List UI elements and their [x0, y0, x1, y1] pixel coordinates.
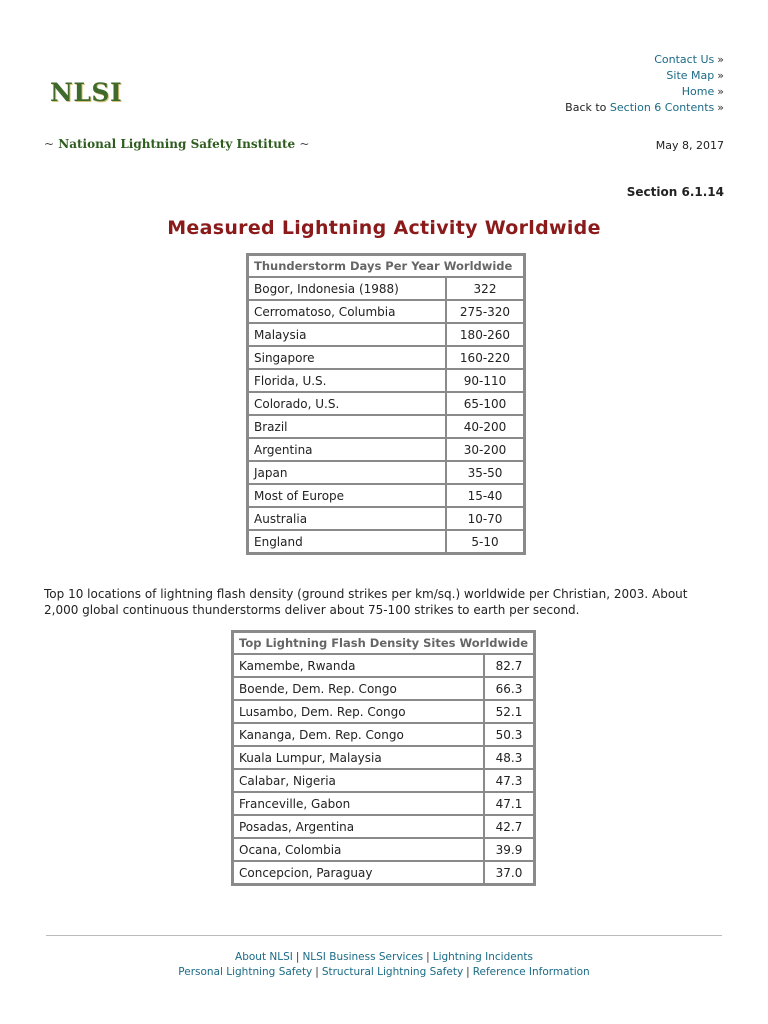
flash-density-paragraph: Top 10 locations of lightning flash density (ground strikes per km/sq.) worldwide per Christian, 2003. About 2,000 global continuous thunderstorms deliver about 75-100 strikes to earth per second.	[44, 587, 688, 617]
table-body	[233, 654, 534, 884]
value-cell: 42.7	[484, 815, 534, 838]
value-cell: 48.3	[484, 746, 534, 769]
value-cell: 47.3	[484, 769, 534, 792]
home-nav-item	[565, 84, 724, 100]
footer-separator: |	[315, 966, 319, 978]
table-row	[248, 415, 524, 438]
value-cell: 160-220	[446, 346, 524, 369]
location-cell: Posadas, Argentina	[233, 815, 484, 838]
sitemap-nav-item	[565, 68, 724, 84]
personal-safety-link[interactable]: Personal Lightning Safety	[178, 966, 313, 978]
value-cell: 82.7	[484, 654, 534, 677]
nlsi-logo[interactable]	[50, 78, 122, 107]
location-cell: Most of Europe	[248, 484, 446, 507]
table-caption: Top Lightning Flash Density Sites Worldwide	[233, 632, 534, 654]
table-row	[233, 677, 534, 700]
table-row	[248, 392, 524, 415]
raquo-icon: »	[717, 85, 724, 98]
back-nav-item	[565, 100, 724, 116]
location-cell: Kananga, Dem. Rep. Congo	[233, 723, 484, 746]
table-row	[233, 700, 534, 723]
location-cell: Calabar, Nigeria	[233, 769, 484, 792]
footer-separator: |	[426, 951, 430, 963]
section-number: Section 6.1.14	[626, 185, 724, 199]
location-cell: Colorado, U.S.	[248, 392, 446, 415]
table-row	[248, 277, 524, 300]
location-cell: Japan	[248, 461, 446, 484]
value-cell: 180-260	[446, 323, 524, 346]
flash-density-table	[231, 630, 536, 886]
page-title: Measured Lightning Activity Worldwide	[167, 217, 601, 239]
top-navigation	[565, 52, 724, 116]
table-caption-row	[248, 255, 524, 277]
location-cell: Singapore	[248, 346, 446, 369]
location-cell: Cerromatoso, Columbia	[248, 300, 446, 323]
tagline-tilde-left: ~	[44, 137, 55, 151]
site-map-link[interactable]: Site Map	[666, 69, 715, 82]
location-cell: Australia	[248, 507, 446, 530]
location-cell: Florida, U.S.	[248, 369, 446, 392]
footer-line-1	[0, 950, 768, 965]
location-cell: Argentina	[248, 438, 446, 461]
raquo-icon: »	[717, 53, 724, 66]
location-cell: England	[248, 530, 446, 553]
footer-separator: |	[466, 966, 470, 978]
value-cell: 66.3	[484, 677, 534, 700]
value-cell: 39.9	[484, 838, 534, 861]
thunderstorm-days-table	[246, 253, 526, 555]
footer-links	[0, 950, 768, 980]
reference-information-link[interactable]: Reference Information	[472, 966, 590, 978]
table-row	[248, 507, 524, 530]
table-row	[233, 815, 534, 838]
table-row	[233, 861, 534, 884]
value-cell: 35-50	[446, 461, 524, 484]
value-cell: 5-10	[446, 530, 524, 553]
tagline	[44, 137, 309, 151]
table-row	[248, 369, 524, 392]
value-cell: 52.1	[484, 700, 534, 723]
table-row	[248, 530, 524, 553]
value-cell: 275-320	[446, 300, 524, 323]
tagline-text: National Lightning Safety Institute	[58, 137, 296, 151]
table-row	[233, 723, 534, 746]
table-row	[233, 654, 534, 677]
business-services-link[interactable]: NLSI Business Services	[302, 951, 424, 963]
location-cell: Lusambo, Dem. Rep. Congo	[233, 700, 484, 723]
page-date: May 8, 2017	[655, 139, 724, 152]
table-row	[233, 792, 534, 815]
value-cell: 10-70	[446, 507, 524, 530]
lightning-incidents-link[interactable]: Lightning Incidents	[432, 951, 533, 963]
back-to-label: Back to	[565, 101, 607, 114]
table-row	[233, 769, 534, 792]
value-cell: 90-110	[446, 369, 524, 392]
location-cell: Concepcion, Paraguay	[233, 861, 484, 884]
location-cell: Kamembe, Rwanda	[233, 654, 484, 677]
raquo-icon: »	[717, 69, 724, 82]
location-cell: Bogor, Indonesia (1988)	[248, 277, 446, 300]
raquo-icon: »	[717, 101, 724, 114]
location-cell: Franceville, Gabon	[233, 792, 484, 815]
value-cell: 322	[446, 277, 524, 300]
footer-line-2	[0, 965, 768, 980]
location-cell: Brazil	[248, 415, 446, 438]
location-cell: Kuala Lumpur, Malaysia	[233, 746, 484, 769]
about-nlsi-link[interactable]: About NLSI	[235, 951, 293, 963]
table-row	[248, 300, 524, 323]
table-row	[233, 746, 534, 769]
contact-nav-item	[565, 52, 724, 68]
value-cell: 40-200	[446, 415, 524, 438]
home-link[interactable]: Home	[681, 85, 715, 98]
table-row	[248, 461, 524, 484]
location-cell: Boende, Dem. Rep. Congo	[233, 677, 484, 700]
table-body	[248, 277, 524, 553]
contact-us-link[interactable]: Contact Us	[654, 53, 715, 66]
section-6-contents-link[interactable]: Section 6 Contents	[609, 101, 715, 114]
footer-separator: |	[295, 951, 300, 963]
table-row	[248, 323, 524, 346]
table-row	[248, 484, 524, 507]
value-cell: 15-40	[446, 484, 524, 507]
value-cell: 50.3	[484, 723, 534, 746]
table-caption: Thunderstorm Days Per Year Worldwide	[248, 255, 524, 277]
table-row	[248, 438, 524, 461]
structural-safety-link[interactable]: Structural Lightning Safety	[321, 966, 464, 978]
value-cell: 37.0	[484, 861, 534, 884]
location-cell: Malaysia	[248, 323, 446, 346]
table-caption-row	[233, 632, 534, 654]
value-cell: 65-100	[446, 392, 524, 415]
value-cell: 47.1	[484, 792, 534, 815]
footer-divider	[46, 935, 722, 936]
location-cell: Ocana, Colombia	[233, 838, 484, 861]
value-cell: 30-200	[446, 438, 524, 461]
table-row	[233, 838, 534, 861]
logo-text: NLSI	[50, 78, 123, 107]
table-row	[248, 346, 524, 369]
tagline-tilde-right: ~	[299, 137, 310, 151]
